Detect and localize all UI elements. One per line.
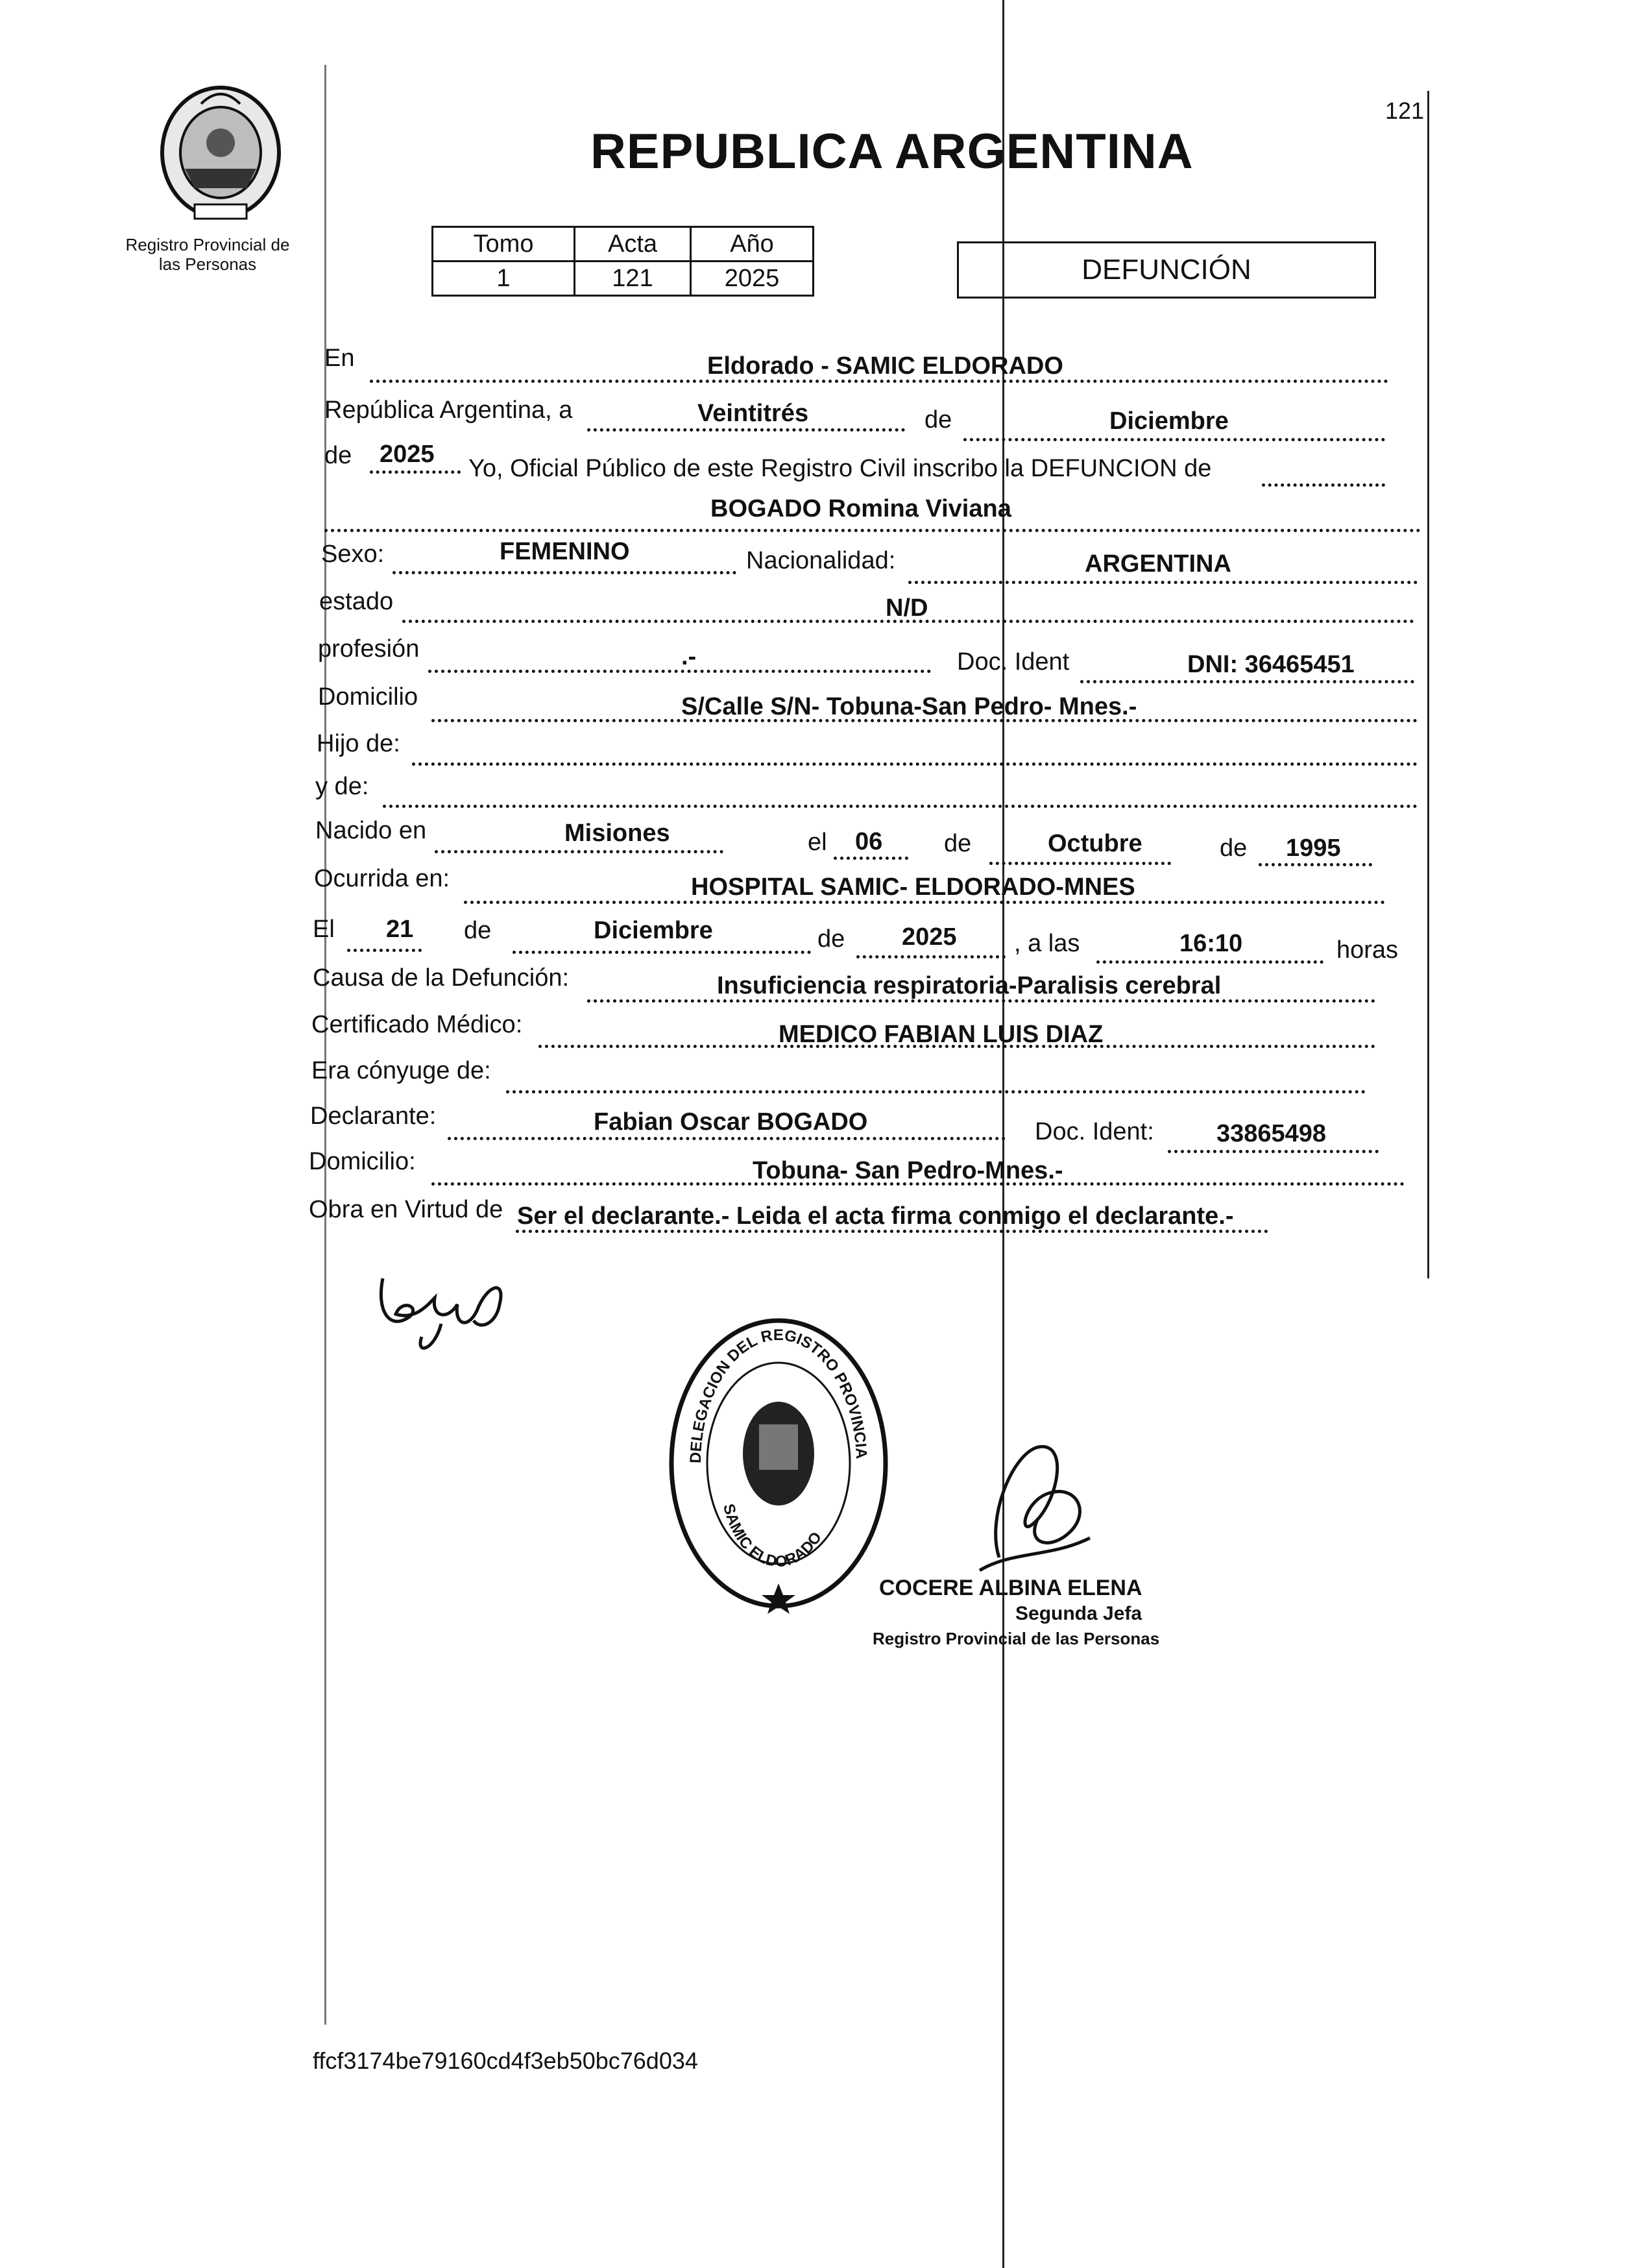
nac-anio-line	[1259, 863, 1372, 866]
conyuge-label: Era cónyuge de:	[311, 1057, 491, 1084]
registry-value-acta: 121	[575, 262, 691, 296]
logo-caption	[110, 235, 305, 274]
declarante-line	[448, 1137, 1006, 1140]
ocurrida-label: Ocurrida en:	[314, 865, 450, 892]
fall-dia-line	[347, 949, 422, 952]
hora-line	[1096, 960, 1323, 964]
alas-label: , a las	[1014, 930, 1080, 957]
declarante-label: Declarante:	[310, 1103, 437, 1130]
seal-text-top: DELEGACION DEL REGISTRO PROVINCIA	[686, 1326, 871, 1464]
province-logo	[156, 78, 285, 227]
doc-label: Doc. Ident	[957, 648, 1070, 676]
el-label: el	[808, 829, 827, 856]
nac-dia-line	[834, 857, 908, 860]
fall-dia-value: 21	[386, 916, 414, 943]
conyuge-line	[506, 1090, 1366, 1093]
domicilio2-label: Domicilio:	[309, 1148, 416, 1175]
nacido-value: Misiones	[564, 820, 670, 847]
domicilio-label: Domicilio	[318, 683, 418, 711]
registry-header-acta: Acta	[575, 227, 691, 262]
certificado-label: Certificado Médico:	[311, 1011, 523, 1038]
nac-mes-value: Octubre	[1048, 830, 1142, 857]
fall-mes-value: Diciembre	[594, 917, 713, 944]
estado-value: N/D	[886, 594, 928, 622]
doc2-value: 33865498	[1216, 1120, 1327, 1147]
province-emblem-icon	[156, 78, 285, 227]
profesion-value: .-	[681, 643, 697, 670]
doc2-line	[1168, 1150, 1379, 1153]
document-hash: ffcf3174be79160cd4f3eb50bc76d034	[313, 2047, 698, 2074]
yo-line	[1262, 483, 1385, 487]
de-label: de	[924, 406, 952, 433]
page-title: REPUBLICA ARGENTINA	[590, 124, 1194, 179]
nac-dia-value: 06	[855, 828, 883, 855]
official-seal	[662, 1311, 895, 1616]
causa-value: Insuficiencia respiratoria-Paralisis cerebral	[717, 972, 1222, 999]
nombre-value: BOGADO Romina Viviana	[710, 495, 1011, 522]
fall-mes-line	[513, 951, 811, 954]
de2-label: de	[324, 442, 352, 469]
sexo-label: Sexo:	[321, 541, 385, 568]
dia-line	[587, 428, 905, 432]
official-signature	[960, 1428, 1116, 1583]
anio-line	[370, 470, 461, 474]
nac-mes-line	[989, 862, 1171, 865]
registry-value-tomo: 1	[433, 262, 575, 296]
declarante-value: Fabian Oscar BOGADO	[594, 1108, 868, 1136]
causa-label: Causa de la Defunción:	[313, 964, 570, 992]
nacionalidad-label: Nacionalidad:	[746, 547, 896, 574]
seal-text-bottom: SAMIC ELDORADO	[719, 1502, 826, 1571]
registry-table	[431, 226, 814, 297]
logo-caption-line1: Registro Provincial de	[125, 235, 290, 254]
anio-value: 2025	[380, 441, 435, 468]
right-margin-line	[1427, 91, 1429, 1278]
nacionalidad-line	[908, 581, 1418, 584]
fold-line	[1002, 0, 1004, 2268]
page-number: 121	[1385, 97, 1425, 124]
obra-label: Obra en Virtud de	[309, 1196, 503, 1223]
doc2-label: Doc. Ident:	[1035, 1118, 1154, 1145]
mes-value: Diciembre	[1109, 408, 1229, 435]
declarant-signature	[370, 1259, 526, 1356]
official-org: Registro Provincial de las Personas	[873, 1629, 1160, 1648]
nacido-label: Nacido en	[315, 817, 427, 844]
el2-label: El	[313, 916, 335, 943]
registry-header-tomo: Tomo	[433, 227, 575, 262]
domicilio2-value: Tobuna- San Pedro-Mnes.-	[753, 1157, 1063, 1184]
registry-value-row	[433, 262, 814, 296]
doc-line	[1080, 680, 1414, 683]
ocurrida-value: HOSPITAL SAMIC- ELDORADO-MNES	[691, 873, 1135, 901]
registry-header-anio: Año	[691, 227, 814, 262]
fall-anio-line	[856, 955, 1006, 958]
en-label: En	[324, 345, 355, 372]
yo-text: Yo, Oficial Público de este Registro Civil inscribo la DEFUNCION de	[468, 455, 1212, 482]
estado-label: estado	[319, 588, 394, 615]
de5-label: de	[464, 917, 492, 944]
horas-label: horas	[1336, 936, 1399, 964]
obra-value: Ser el declarante.- Leida el acta firma conmigo el declarante.-	[517, 1202, 1234, 1230]
de3-label: de	[944, 830, 972, 857]
record-type-box: DEFUNCIÓN	[957, 241, 1376, 299]
profesion-label: profesión	[318, 635, 420, 663]
fall-anio-value: 2025	[902, 923, 957, 951]
yde-label: y de:	[315, 773, 369, 800]
official-signature-icon	[960, 1428, 1116, 1583]
declarant-signature-icon	[370, 1259, 526, 1356]
nacionalidad-value: ARGENTINA	[1085, 550, 1231, 578]
official-title: Segunda Jefa	[1015, 1603, 1142, 1624]
domicilio-value: S/Calle S/N- Tobuna-San Pedro- Mnes.-	[681, 693, 1137, 720]
doc-value: DNI: 36465451	[1187, 651, 1355, 678]
de6-label: de	[817, 925, 845, 953]
registry-value-anio: 2025	[691, 262, 814, 296]
registry-header-row	[433, 227, 814, 262]
registry-seal-icon	[662, 1311, 895, 1616]
certificado-value: MEDICO FABIAN LUIS DIAZ	[779, 1021, 1104, 1048]
nac-anio-value: 1995	[1286, 835, 1341, 862]
hijo-label: Hijo de:	[317, 730, 400, 757]
sexo-line	[393, 571, 736, 574]
hijo-line	[412, 762, 1418, 766]
republica-label: República Argentina, a	[324, 396, 573, 424]
nacido-line	[435, 850, 723, 853]
profesion-line	[428, 670, 931, 673]
en-value: Eldorado - SAMIC ELDORADO	[707, 352, 1063, 380]
official-name: COCERE ALBINA ELENA	[879, 1576, 1142, 1600]
mes-line	[963, 438, 1385, 441]
yde-line	[383, 805, 1418, 808]
sexo-value: FEMENINO	[500, 538, 630, 565]
hora-value: 16:10	[1179, 930, 1243, 957]
logo-caption-line2: las Personas	[158, 254, 257, 274]
nombre-line	[324, 529, 1421, 532]
de4-label: de	[1220, 835, 1248, 862]
dia-value: Veintitrés	[697, 400, 809, 427]
